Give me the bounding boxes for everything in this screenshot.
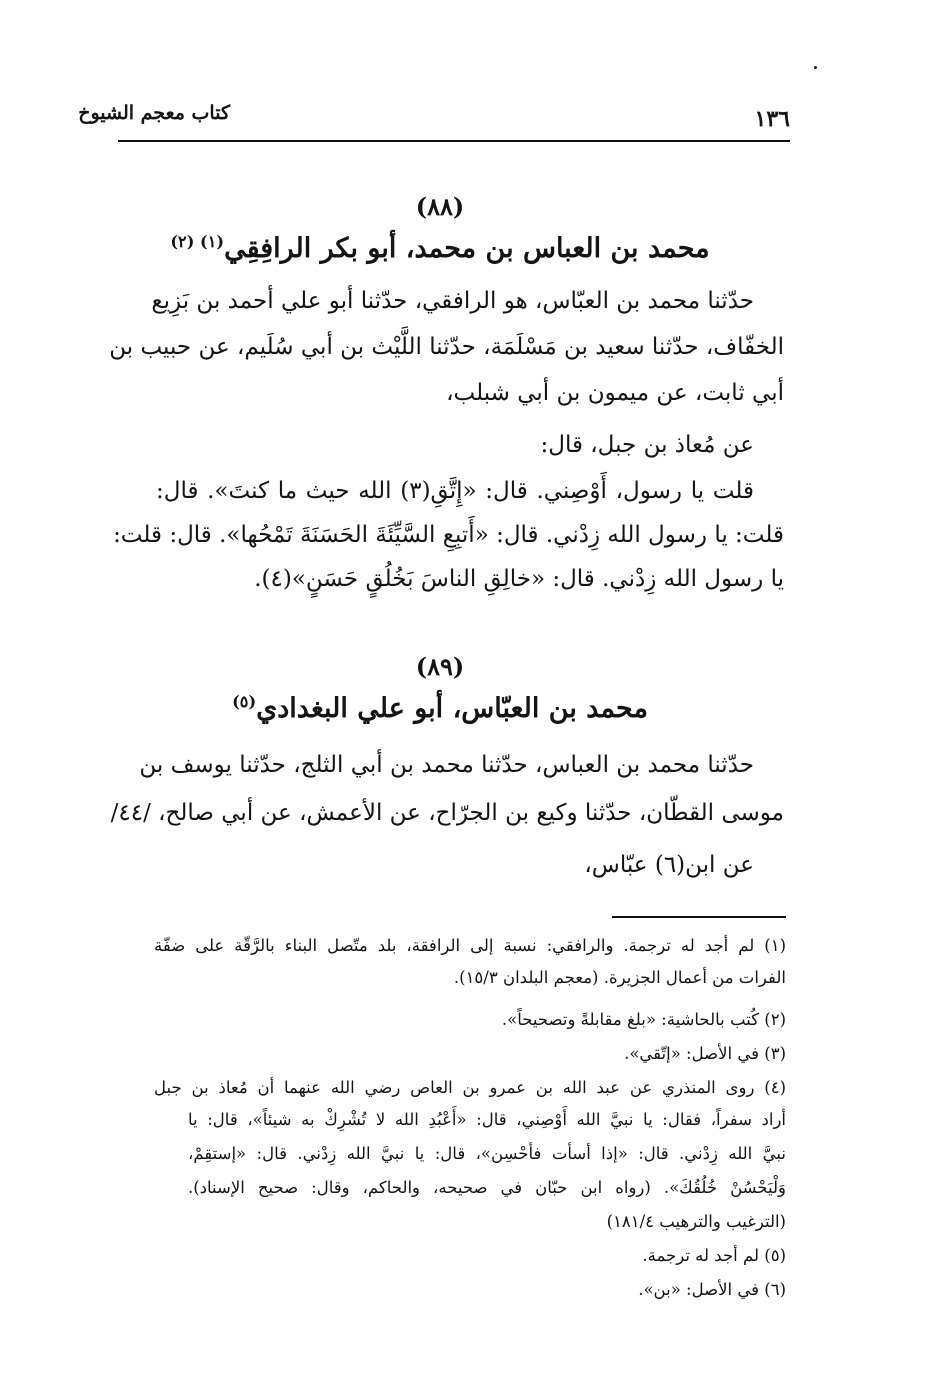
entry-title-88 (0, 232, 880, 264)
footnote: (الترغيب والترهيب ١٨١/٤) (606, 1212, 786, 1231)
running-header (78, 100, 790, 142)
footnote: الفرات من أعمال الجزيرة. (معجم البلدان ١٥/٣). (453, 968, 786, 987)
page-number: ١٣٦ (754, 106, 790, 132)
body-line: الخفّاف، حدّثنا سعيد بن مَسْلَمَة، حدّثنا اللَّيْث بن أبي سُلَيم، عن حبيب بن (109, 334, 784, 360)
body-line: حدّثنا محمد بن العباس، حدّثنا محمد بن أبي الثلج، حدّثنا يوسف بن (139, 752, 754, 778)
entry-number-89: (٨٩) (415, 652, 465, 681)
footnote: نبيَّ الله زِدْني. قال: «إذا أسأت فأحْسِن»، قال: يا نبيَّ الله زِدْني. قال: «إستقِمْ، (188, 1144, 786, 1163)
footnote: وَلْيَحْسُنْ خُلُقُكَ». (رواه ابن حبّان في صحيحه، والحاكم، وقال: صحيح الإسناد). (188, 1178, 786, 1197)
footnote: (٢) كُتب بالحاشية: «بلغ مقابلةً وتصحيحاً». (501, 1010, 786, 1029)
entry-title-text: محمد بن العبّاس، أبو علي البغدادي (256, 693, 648, 724)
body-line: قلت يا رسول، أَوْصِني. قال: «إِتَّقِ(٣) الله حيث ما كنتَ». قال: (156, 478, 755, 504)
footnote-marks: (٥) (232, 692, 257, 711)
footnote: (٤) روى المنذري عن عبد الله بن عمرو بن العاص رضي الله عنهما أن مُعاذ بن جبل (154, 1078, 786, 1097)
body-line: عن ابن(٦) عبّاس، (584, 852, 754, 878)
entry-number-88: (٨٨) (415, 192, 465, 221)
footnote: أراد سفراً، فقال: يا نبيَّ الله أَوْصِني، قال: «أَعْبُدِ الله لا تُشْرِكْ به شيئاً»، قال: يا (188, 1110, 786, 1129)
body-line: موسى القطّان، حدّثنا وكيع بن الجرّاح، عن الأعمش، عن أبي صالح، /٤٤/ (110, 800, 784, 826)
body-line: حدّثنا محمد بن العبّاس، هو الرافقي، حدّثنا أبو علي أحمد بن بَزِيع (151, 288, 754, 314)
body-line: يا رسول الله زِدْني. قال: «خالِقِ الناسَ بَخُلُقٍ حَسَنٍ»(٤). (254, 566, 784, 592)
body-line: قلت: يا رسول الله زِدْني. قال: «أَتبِعِ السَّيِّئَةَ الحَسَنَةَ تَمْحُها». قال: قلت: (113, 522, 784, 548)
speck (814, 66, 817, 69)
footnote: (٥) لم أجد له ترجمة. (642, 1246, 786, 1265)
body-line: عن مُعاذ بن جبل، قال: (540, 432, 754, 458)
footnote-marks: (١) (٢) (170, 232, 225, 251)
footnote: (٣) في الأصل: «إتّقي». (624, 1044, 786, 1063)
body-line: أبي ثابت، عن ميمون بن أبي شبلب، (446, 380, 784, 406)
entry-title-89 (0, 692, 880, 724)
footnote-separator (612, 916, 786, 918)
footnote: (١) لم أجد له ترجمة. والرافقي: نسبة إلى الرافقة، بلد متّصل البناء بالرَّقّة على ضفّة (154, 936, 786, 955)
footnote: (٦) في الأصل: «بن». (638, 1280, 786, 1299)
entry-title-text: محمد بن العباس بن محمد، أبو بكر الرافِقِي (224, 233, 710, 264)
book-title: كتاب معجم الشيوخ (78, 102, 230, 124)
